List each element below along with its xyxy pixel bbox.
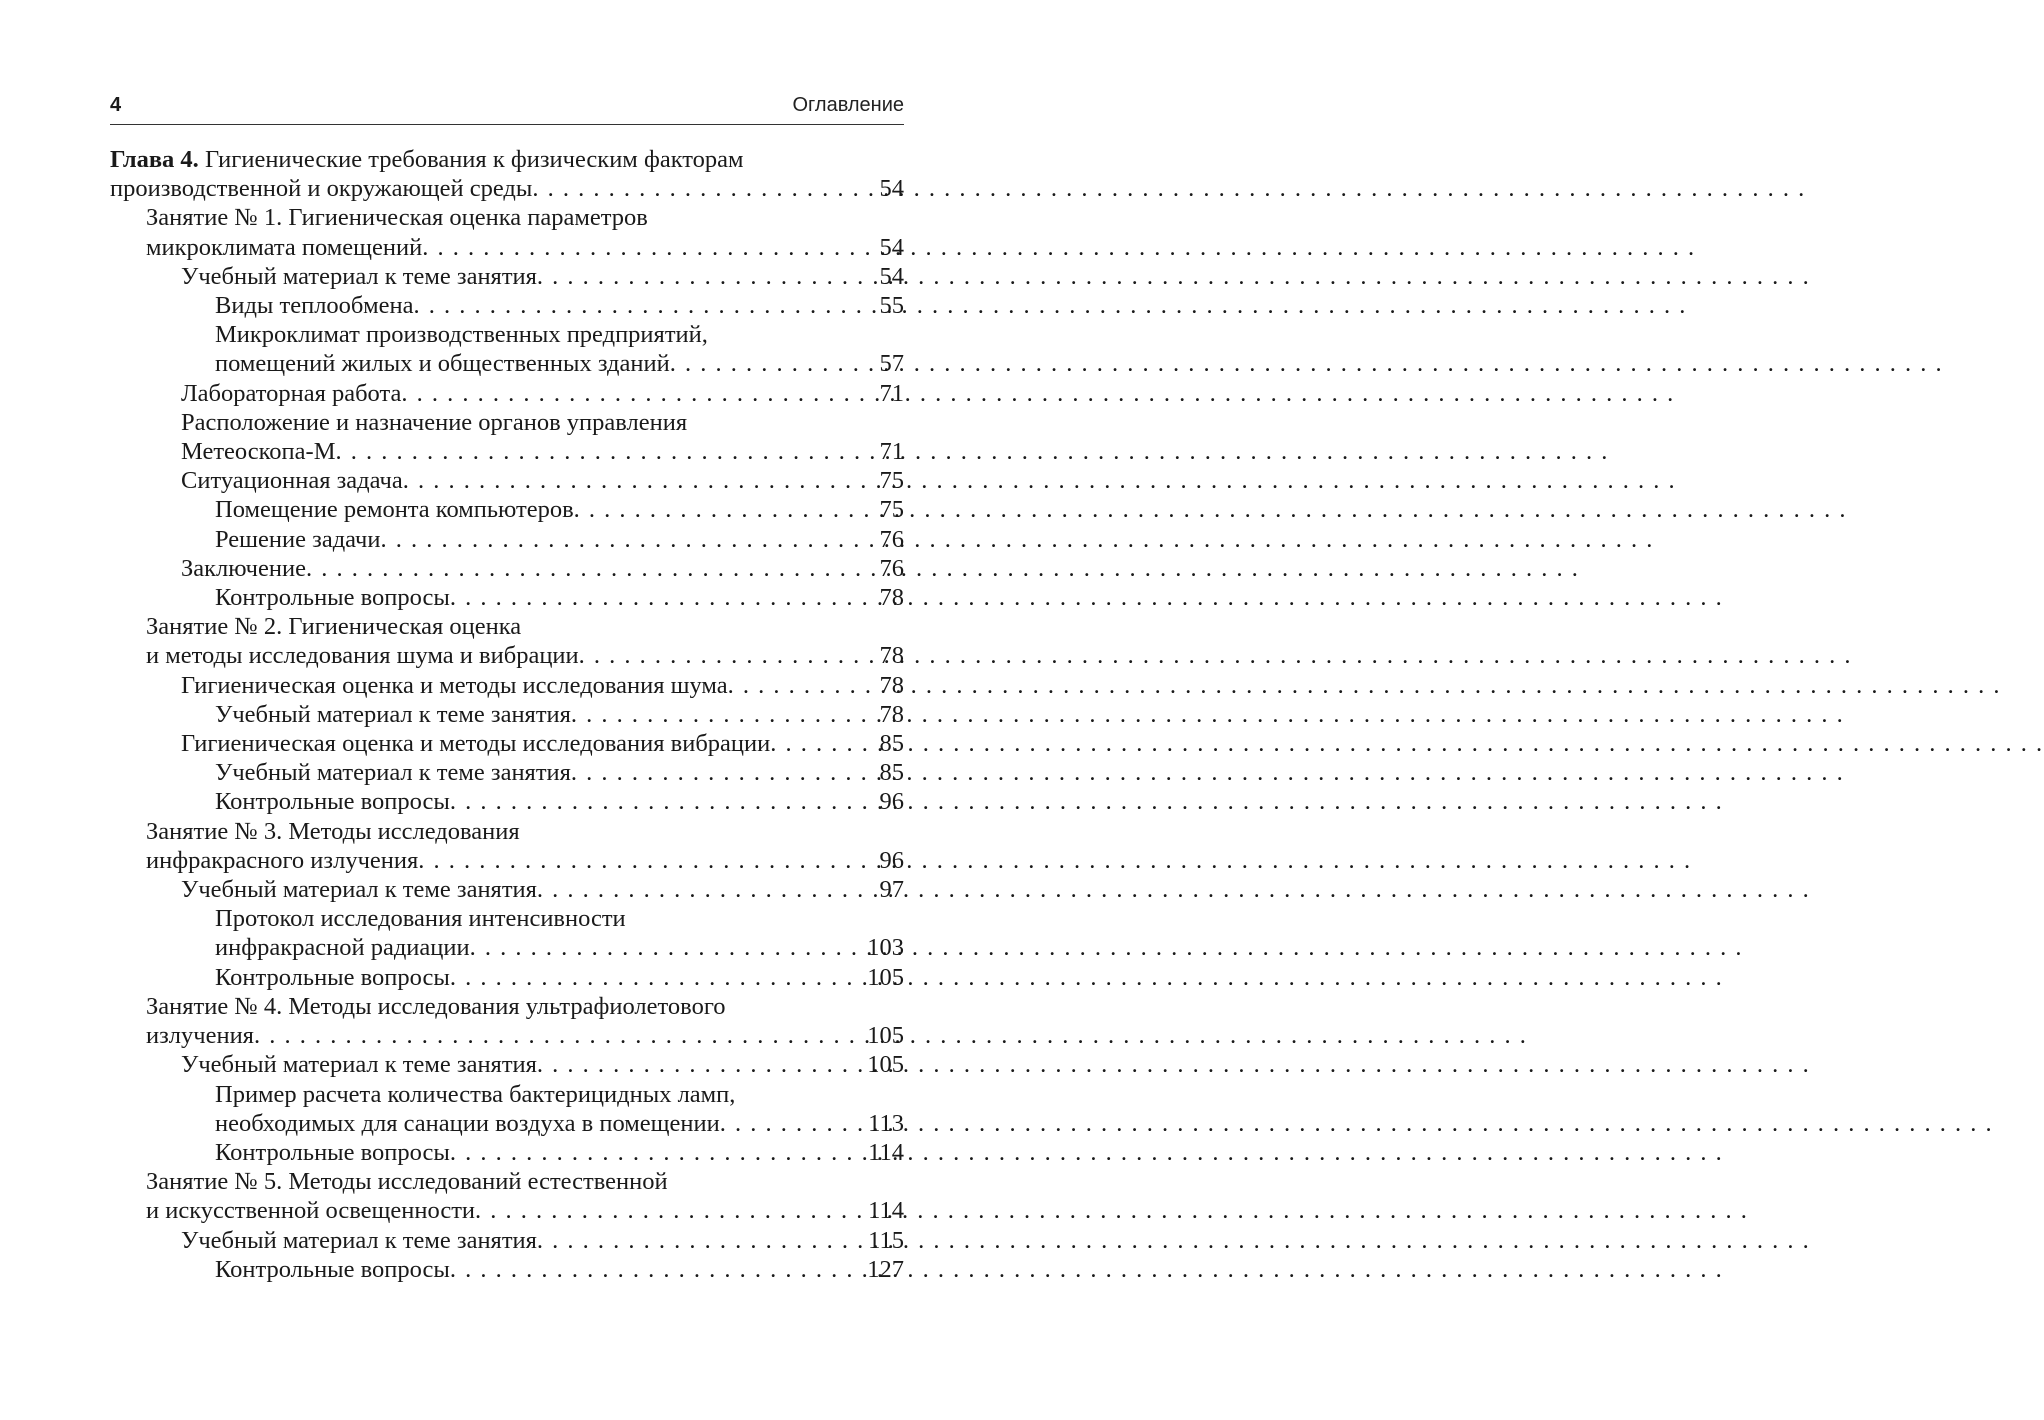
toc-entry-title: Заключение (181, 554, 306, 582)
toc-entry-title: Контрольные вопросы (215, 1138, 450, 1166)
chapter-label: Глава 4. (110, 146, 199, 173)
toc-entry[interactable] (110, 787, 904, 816)
toc-entry-line (215, 758, 904, 787)
toc-page-number: 54 (879, 262, 904, 290)
dot-leader (450, 1138, 864, 1167)
toc-chapter-entry[interactable] (110, 145, 904, 203)
toc-entry[interactable] (110, 729, 904, 758)
chapter-title-part-1: Гигиенические требования к физическим факторам (198, 146, 744, 173)
dot-leader (306, 554, 876, 583)
toc-entry-line (215, 583, 904, 612)
toc-entry-line (181, 1050, 904, 1079)
toc-entry-title: Занятие № 2. Гигиеническая оценка (146, 613, 522, 641)
toc-page-number: 78 (879, 700, 904, 728)
dot-leader (254, 1021, 863, 1050)
toc-entry-title: Учебный материал к теме занятия (181, 1226, 537, 1254)
toc-entry-line (215, 787, 904, 816)
toc-entry-line (146, 992, 904, 1021)
toc-entry-line (146, 1021, 904, 1050)
toc-page-number: 78 (879, 584, 904, 612)
toc-page-number: 105 (867, 1051, 904, 1079)
toc-page-number: 75 (879, 496, 904, 524)
toc-entry-title: Занятие № 3. Методы исследования (146, 817, 520, 845)
toc-entry-line (215, 933, 904, 962)
dot-leader (418, 846, 875, 875)
toc-page-number: 96 (879, 788, 904, 816)
toc-page-number: 115 (868, 1226, 904, 1254)
dot-leader (579, 641, 876, 670)
toc-entry-line (146, 233, 904, 262)
toc-entry-title: необходимых для санации воздуха в помещении (215, 1109, 720, 1137)
toc-entry-title: Занятие № 1. Гигиеническая оценка параметров (146, 204, 648, 232)
toc-entry-line (215, 904, 904, 933)
dot-leader (537, 875, 876, 904)
toc-page-number: 54 (879, 233, 904, 261)
toc-entry-line (181, 437, 904, 466)
toc-page-number: 127 (867, 1255, 904, 1283)
toc-entry[interactable] (110, 495, 904, 524)
toc-entry[interactable] (110, 992, 904, 1050)
toc-page-number: 114 (868, 1197, 904, 1225)
dot-leader (537, 1050, 863, 1079)
toc-entry-line (181, 729, 904, 758)
toc-entry-title: Расположение и назначение органов управления (181, 408, 688, 436)
toc-entry-title: помещений жилых и общественных зданий (215, 350, 670, 378)
toc-entry[interactable] (110, 1226, 904, 1255)
toc-entry[interactable] (110, 320, 904, 378)
toc-entry-line (181, 408, 904, 437)
dot-leader (537, 262, 876, 291)
toc-entry-title: Метеоскопа-М (181, 438, 336, 466)
toc-page-number: 76 (879, 554, 904, 582)
chapter-title-part-2: производственной и окружающей среды (110, 175, 533, 203)
toc-entry[interactable] (110, 1167, 904, 1225)
toc-entry[interactable] (110, 203, 904, 261)
toc-entry[interactable] (110, 291, 904, 320)
toc-entry-title: Микроклимат производственных предприятий, (215, 321, 708, 349)
toc-entry[interactable] (110, 612, 904, 670)
toc-entry-title: инфракрасного излучения (146, 846, 419, 874)
toc-entry-line (181, 671, 904, 700)
toc-page-number: 103 (867, 934, 904, 962)
toc-entry-title: Виды теплообмена (215, 292, 414, 320)
toc-entry[interactable] (110, 1050, 904, 1079)
toc-entry[interactable] (110, 262, 904, 291)
toc-entry[interactable] (110, 554, 904, 583)
toc-entry-line (215, 700, 904, 729)
toc-entry-line (215, 525, 904, 554)
toc-entry-title: Пример расчета количества бактерицидных ламп, (215, 1080, 736, 1108)
toc-entry-line (146, 612, 904, 641)
toc-entry-title: и искусственной освещенности (146, 1197, 476, 1225)
toc-chapter-line-2 (110, 174, 904, 203)
toc-entry-line (215, 1255, 904, 1284)
dot-leader (532, 174, 875, 203)
toc-entry-line (146, 817, 904, 846)
toc-page-number: 78 (879, 671, 904, 699)
toc-entry-line (146, 641, 904, 670)
toc-page-number: 75 (879, 467, 904, 495)
toc-entry-title: Учебный материал к теме занятия (181, 1051, 537, 1079)
toc-entry[interactable] (110, 466, 904, 495)
toc-entry[interactable] (110, 379, 904, 408)
dot-leader (450, 1255, 863, 1284)
header-rule (110, 124, 904, 125)
toc-entry-line (215, 320, 904, 349)
toc-page-number: 85 (879, 759, 904, 787)
toc-entry-title: Протокол исследования интенсивности (215, 905, 626, 933)
toc-entry-title: Занятие № 4. Методы исследования ультрафиолетового (146, 992, 726, 1020)
dot-leader (403, 466, 876, 495)
toc-entry-line (215, 1138, 904, 1167)
toc-entry-line (181, 379, 904, 408)
toc-entry-line (146, 1167, 904, 1196)
toc-page-number: 113 (868, 1109, 904, 1137)
dot-leader (770, 729, 875, 758)
dot-leader (670, 349, 876, 378)
toc-entry[interactable] (110, 700, 904, 729)
toc-entries (110, 203, 904, 1284)
toc-entry-line (215, 495, 904, 524)
toc-entry[interactable] (110, 817, 904, 875)
dot-leader (475, 1196, 864, 1225)
toc-entry-title: Учебный материал к теме занятия (215, 700, 571, 728)
toc-entry-title: и методы исследования шума и вибрации (146, 642, 579, 670)
toc-entry-line (146, 1196, 904, 1225)
dot-leader (571, 700, 876, 729)
toc-entry-title: Контрольные вопросы (215, 1255, 450, 1283)
toc-entry-title: Контрольные вопросы (215, 584, 450, 612)
toc-entry-line (181, 875, 904, 904)
toc-entry-title: Лабораторная работа (181, 379, 402, 407)
toc-entry-title: Контрольные вопросы (215, 788, 450, 816)
toc-page-number: 57 (879, 350, 904, 378)
dot-leader (414, 291, 876, 320)
toc-entry-title: микроклимата помещений (146, 233, 423, 261)
toc-entry[interactable] (110, 408, 904, 466)
toc-entry-line (215, 291, 904, 320)
toc-page-number: 55 (879, 292, 904, 320)
page-header (110, 92, 904, 122)
toc-entry-title: Гигиеническая оценка и методы исследования вибрации (181, 730, 771, 758)
toc-entry[interactable] (110, 963, 904, 992)
toc-page-number: 71 (879, 379, 904, 407)
toc-page-number: 105 (867, 963, 904, 991)
toc-entry-line (181, 554, 904, 583)
toc-entry[interactable] (110, 904, 904, 962)
dot-leader (720, 1109, 864, 1138)
toc-page-number: 76 (879, 525, 904, 553)
toc-entry-title: Решение задачи (215, 525, 381, 553)
table-of-contents (110, 145, 904, 1284)
toc-page-number: 78 (879, 642, 904, 670)
dot-leader (574, 495, 876, 524)
dot-leader (537, 1226, 864, 1255)
running-title: Оглавление (792, 94, 904, 116)
toc-page-number: 71 (879, 438, 904, 466)
dot-leader (380, 525, 875, 554)
dot-leader (422, 233, 875, 262)
toc-entry-line (146, 846, 904, 875)
chapter-page-number: 54 (879, 175, 904, 203)
toc-entry-line (215, 1080, 904, 1109)
dot-leader (450, 787, 876, 816)
toc-entry[interactable] (110, 671, 904, 700)
toc-entry-title: излучения (146, 1022, 254, 1050)
toc-entry-title: Учебный материал к теме занятия (181, 876, 537, 904)
toc-entry-title: Ситуационная задача (181, 467, 403, 495)
toc-entry-line (181, 1226, 904, 1255)
toc-entry-title: Помещение ремонта компьютеров (215, 496, 574, 524)
toc-entry-line (215, 963, 904, 992)
toc-entry[interactable] (110, 525, 904, 554)
toc-entry-line (181, 262, 904, 291)
toc-entry-line (215, 1109, 904, 1138)
dot-leader (470, 933, 864, 962)
toc-entry-title: Учебный материал к теме занятия (181, 262, 537, 290)
toc-entry-title: Гигиеническая оценка и методы исследования шума (181, 671, 728, 699)
dot-leader (728, 671, 876, 700)
toc-page-number: 105 (867, 1022, 904, 1050)
toc-entry-title: Занятие № 5. Методы исследований естественной (146, 1168, 668, 1196)
toc-entry[interactable] (110, 1255, 904, 1284)
toc-entry[interactable] (110, 1138, 904, 1167)
toc-chapter-line-1 (110, 145, 904, 174)
dot-leader (401, 379, 875, 408)
dot-leader (336, 437, 876, 466)
toc-entry[interactable] (110, 758, 904, 787)
toc-entry-title: Контрольные вопросы (215, 963, 450, 991)
toc-entry[interactable] (110, 875, 904, 904)
toc-entry-title: Учебный материал к теме занятия (215, 759, 571, 787)
toc-page-number: 85 (879, 730, 904, 758)
toc-page-number: 97 (879, 876, 904, 904)
toc-entry-title: инфракрасной радиации (215, 934, 470, 962)
dot-leader (450, 963, 863, 992)
toc-entry[interactable] (110, 1080, 904, 1138)
dot-leader (571, 758, 876, 787)
dot-leader (450, 583, 876, 612)
toc-entry-line (146, 203, 904, 232)
toc-page-number: 114 (868, 1138, 904, 1166)
toc-entry-line (215, 349, 904, 378)
toc-page-number: 96 (879, 846, 904, 874)
toc-entry-line (181, 466, 904, 495)
page-number: 4 (110, 94, 122, 116)
toc-entry[interactable] (110, 583, 904, 612)
